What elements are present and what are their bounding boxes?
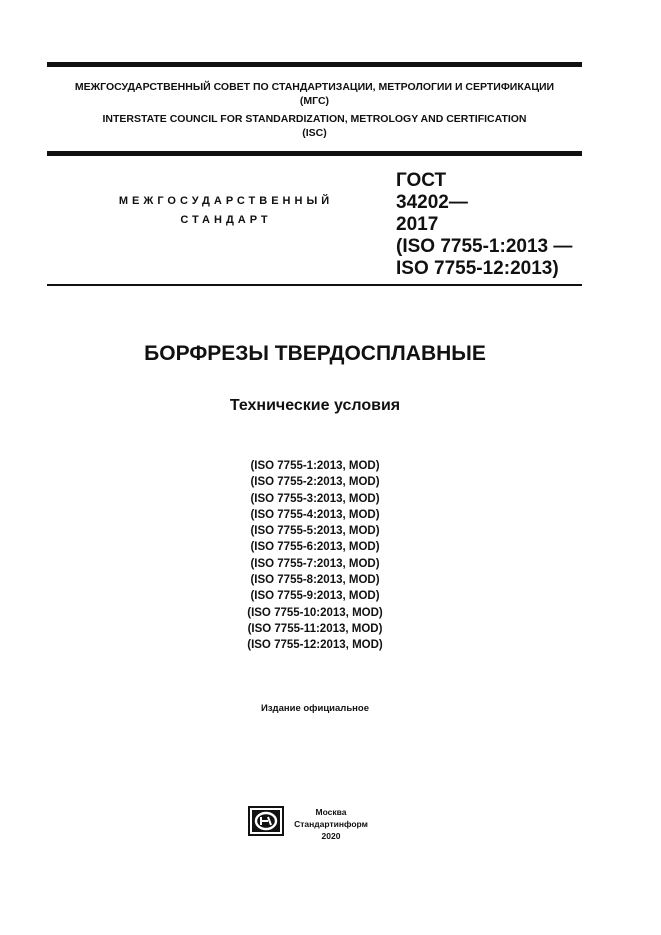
council-bottom-rule (47, 151, 582, 156)
publisher-city: Москва (315, 807, 347, 817)
designation-number: 34202— (396, 192, 468, 213)
iso-ref-item: (ISO 7755-12:2013, MOD) (247, 639, 383, 652)
iso-ref-item: (ISO 7755-9:2013, MOD) (250, 590, 380, 603)
council-name-ru: МЕЖГОСУДАРСТВЕННЫЙ СОВЕТ ПО СТАНДАРТИЗАЦИИ, МЕТРОЛОГИИ И СЕРТИФИКАЦИИ (74, 81, 555, 93)
publisher-imprint (292, 806, 370, 842)
standard-designation (396, 170, 572, 280)
standard-label (96, 192, 356, 230)
iso-ref-item: (ISO 7755-10:2013, MOD) (247, 606, 383, 619)
iso-ref-item: (ISO 7755-5:2013, MOD) (250, 525, 380, 538)
designation-year: 2017 (396, 214, 439, 235)
iso-ref-item: (ISO 7755-2:2013, MOD) (250, 476, 380, 489)
council-name-en: INTERSTATE COUNCIL FOR STANDARDIZATION, METROLOGY AND CERTIFICATION (102, 113, 527, 125)
publisher-name: Стандартинформ (294, 819, 368, 829)
edition-note: Издание официальное (261, 703, 369, 714)
designation-iso-1: (ISO 7755-1:2013 — (396, 236, 573, 257)
designation-bottom-rule (47, 284, 582, 286)
standard-label-line1: МЕЖГОСУДАРСТВЕННЫЙ (118, 195, 334, 207)
iso-ref-item: (ISO 7755-8:2013, MOD) (250, 574, 380, 587)
iso-ref-item: (ISO 7755-7:2013, MOD) (250, 557, 380, 570)
iso-ref-item: (ISO 7755-4:2013, MOD) (250, 508, 380, 521)
standard-label-line2: СТАНДАРТ (180, 214, 272, 226)
council-abbr-ru: (МГС) (299, 95, 330, 107)
iso-ref-item: (ISO 7755-1:2013, MOD) (250, 460, 380, 472)
iso-reference-list (0, 458, 630, 654)
iso-ref-item: (ISO 7755-6:2013, MOD) (250, 541, 380, 554)
top-rule (47, 62, 582, 67)
iso-ref-item: (ISO 7755-11:2013, MOD) (247, 622, 383, 635)
document-subtitle: Технические условия (229, 397, 401, 414)
document-title: БОРФРЕЗЫ ТВЕРДОСПЛАВНЫЕ (144, 342, 486, 365)
designation-prefix: ГОСТ (396, 170, 447, 191)
standartinform-logo-icon (248, 806, 284, 836)
designation-iso-2: ISO 7755-12:2013) (396, 258, 559, 279)
council-abbr-en: (ISC) (302, 127, 327, 139)
council-header (47, 80, 582, 140)
iso-ref-item: (ISO 7755-3:2013, MOD) (250, 492, 380, 505)
publisher-year: 2020 (321, 831, 341, 841)
